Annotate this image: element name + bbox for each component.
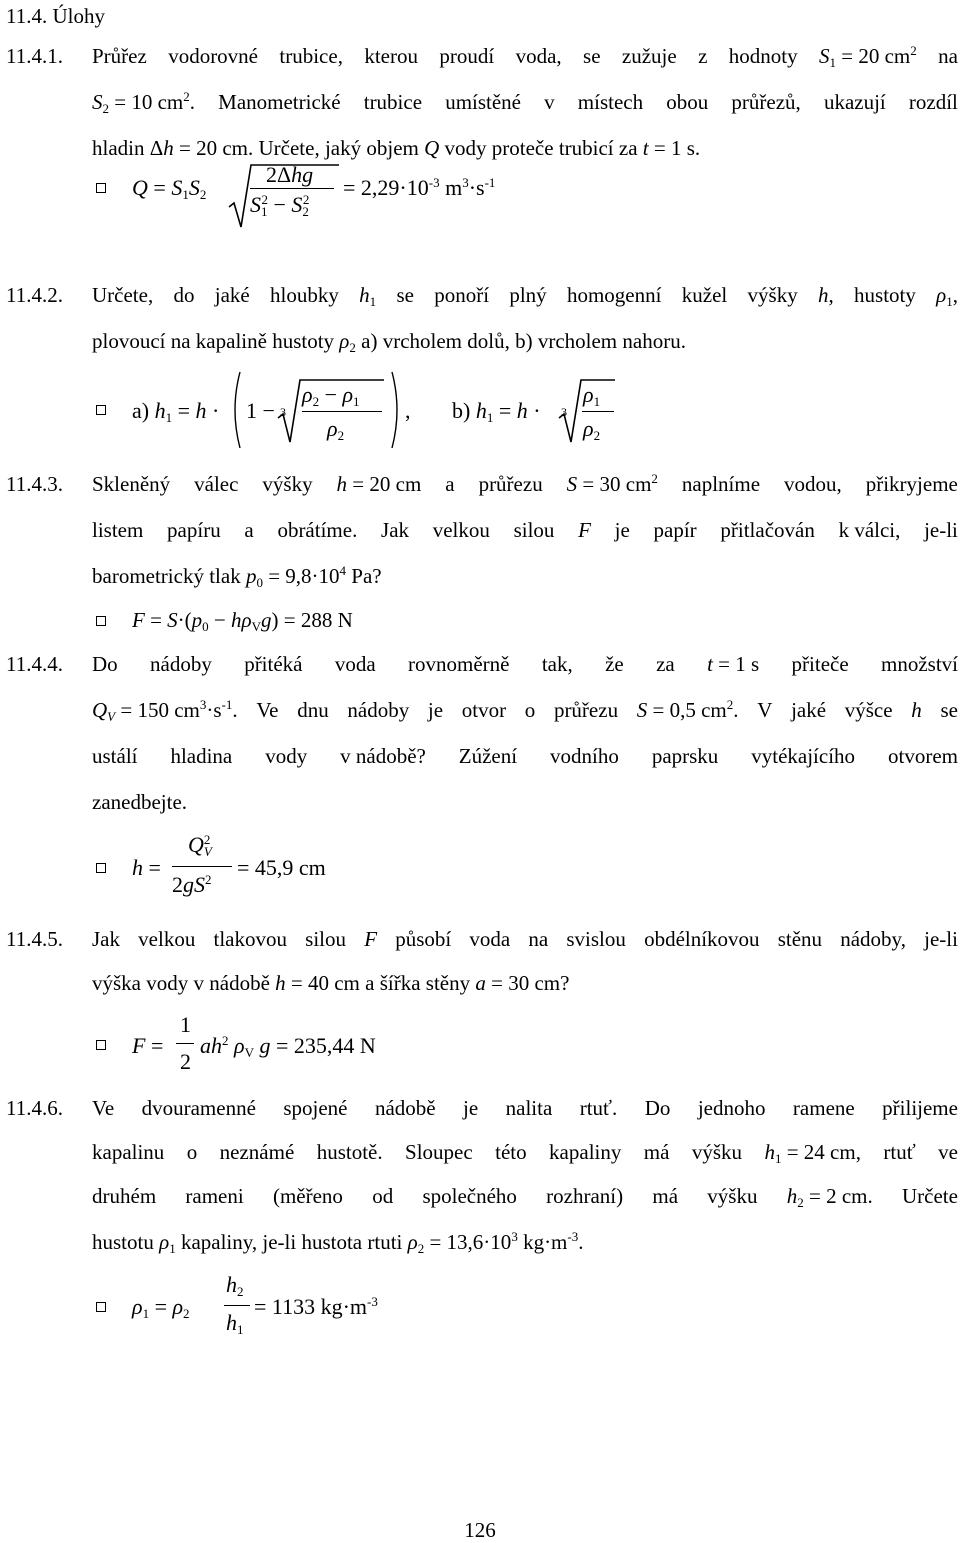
problem-text-line: kapalinu o neznámé hustotě. Sloupec této kapaliny má výšku $h_1 = 24$ cm, rtuť ve: [92, 1140, 958, 1166]
problem-text-line: druhém rameni (měřeno od společného rozhraní) má výšku $h_2 = 2$ cm. Určete: [92, 1184, 958, 1210]
problem-number: 11.4.5.: [6, 927, 63, 951]
problem-text-line: barometrický tlak $p_0 = 9,8\cdot 10^4$ Pa?: [92, 563, 382, 590]
answer-bullet-icon: [96, 616, 106, 626]
section-heading: 11.4. Úlohy: [6, 4, 105, 28]
problem-text-line: Průřez vodorovné trubice, kterou proudí voda, se zužuje z hodnoty $S_1 = 20$ $cm^2$ na: [92, 43, 958, 70]
page-number: 126: [464, 1518, 496, 1542]
answer-bullet-icon: [96, 1302, 106, 1312]
right-paren-icon: [390, 370, 402, 450]
answer-bullet-icon: [96, 1040, 106, 1050]
problem-number: 11.4.3.: [6, 472, 63, 496]
problem-text-line: listem papíru a obrátíme. Jak velkou silou F je papír přitlačován k válci, je-li: [92, 518, 958, 542]
answer-formula: $F = S\cdot(p_0 - h\rho_Vg) = 288$ N: [132, 608, 353, 634]
problem-text-line: $S_2 = 10$ $cm^2$. Manometrické trubice umístěné v místech obou průřezů, ukazují rozdíl: [92, 89, 958, 116]
problem-text-line: plovoucí na kapalině hustoty $\rho_2$ a) vrcholem dolů, b) vrcholem nahoru.: [92, 329, 686, 355]
problem-text-line: Do nádoby přitéká voda rovnoměrně tak, že za t = 1 s přiteče množství: [92, 652, 958, 676]
left-paren-icon: [230, 370, 242, 450]
problem-number: 11.4.2.: [6, 283, 63, 307]
problem-text-line: výška vody v nádobě h = 40 cm a šířka stěny a = 30 cm?: [92, 971, 570, 995]
problem-text-line: hladin Δh = 20 cm. Určete, jaký objem Q vody proteče trubicí za t = 1 s.: [92, 136, 701, 160]
problem-text-line: zanedbejte.: [92, 790, 188, 814]
problem-number: 11.4.4.: [6, 652, 63, 676]
problem-number: 11.4.6.: [6, 1096, 63, 1120]
problem-text-line: hustotu $\rho_1$ kapaliny, je-li hustota rtuti $\rho_2 = 13,6\cdot 10^3$ $kg\cdot m^{-3}$.: [92, 1229, 584, 1256]
answer-bullet-icon: [96, 183, 106, 193]
problem-text-line: $Q_V = 150$ $cm^3\cdot s^{-1}$. Ve dnu nádoby je otvor o průřezu S = 0,5 $cm^2$. V jaké výšce h se: [92, 697, 958, 724]
problem-number: 11.4.1.: [6, 44, 63, 68]
answer-bullet-icon: [96, 405, 106, 415]
problem-text-line: ustálí hladina vody v nádobě? Zúžení vodního paprsku vytékajícího otvorem: [92, 744, 958, 768]
problem-text-line: Skleněný válec výšky h = 20 cm a průřezu S = 30 $cm^2$ naplníme vodou, přikryjeme: [92, 471, 958, 496]
problem-text-line: Určete, do jaké hloubky $h_1$ se ponoří plný homogenní kužel výšky h, hustoty $\rho_1$,: [92, 283, 958, 309]
answer-bullet-icon: [96, 863, 106, 873]
problem-text-line: Ve dvouramenné spojené nádobě je nalita rtuť. Do jednoho ramene přilijeme: [92, 1096, 958, 1120]
problem-text-line: Jak velkou tlakovou silou F působí voda na svislou obdélníkovou stěnu nádoby, je-li: [92, 927, 958, 951]
